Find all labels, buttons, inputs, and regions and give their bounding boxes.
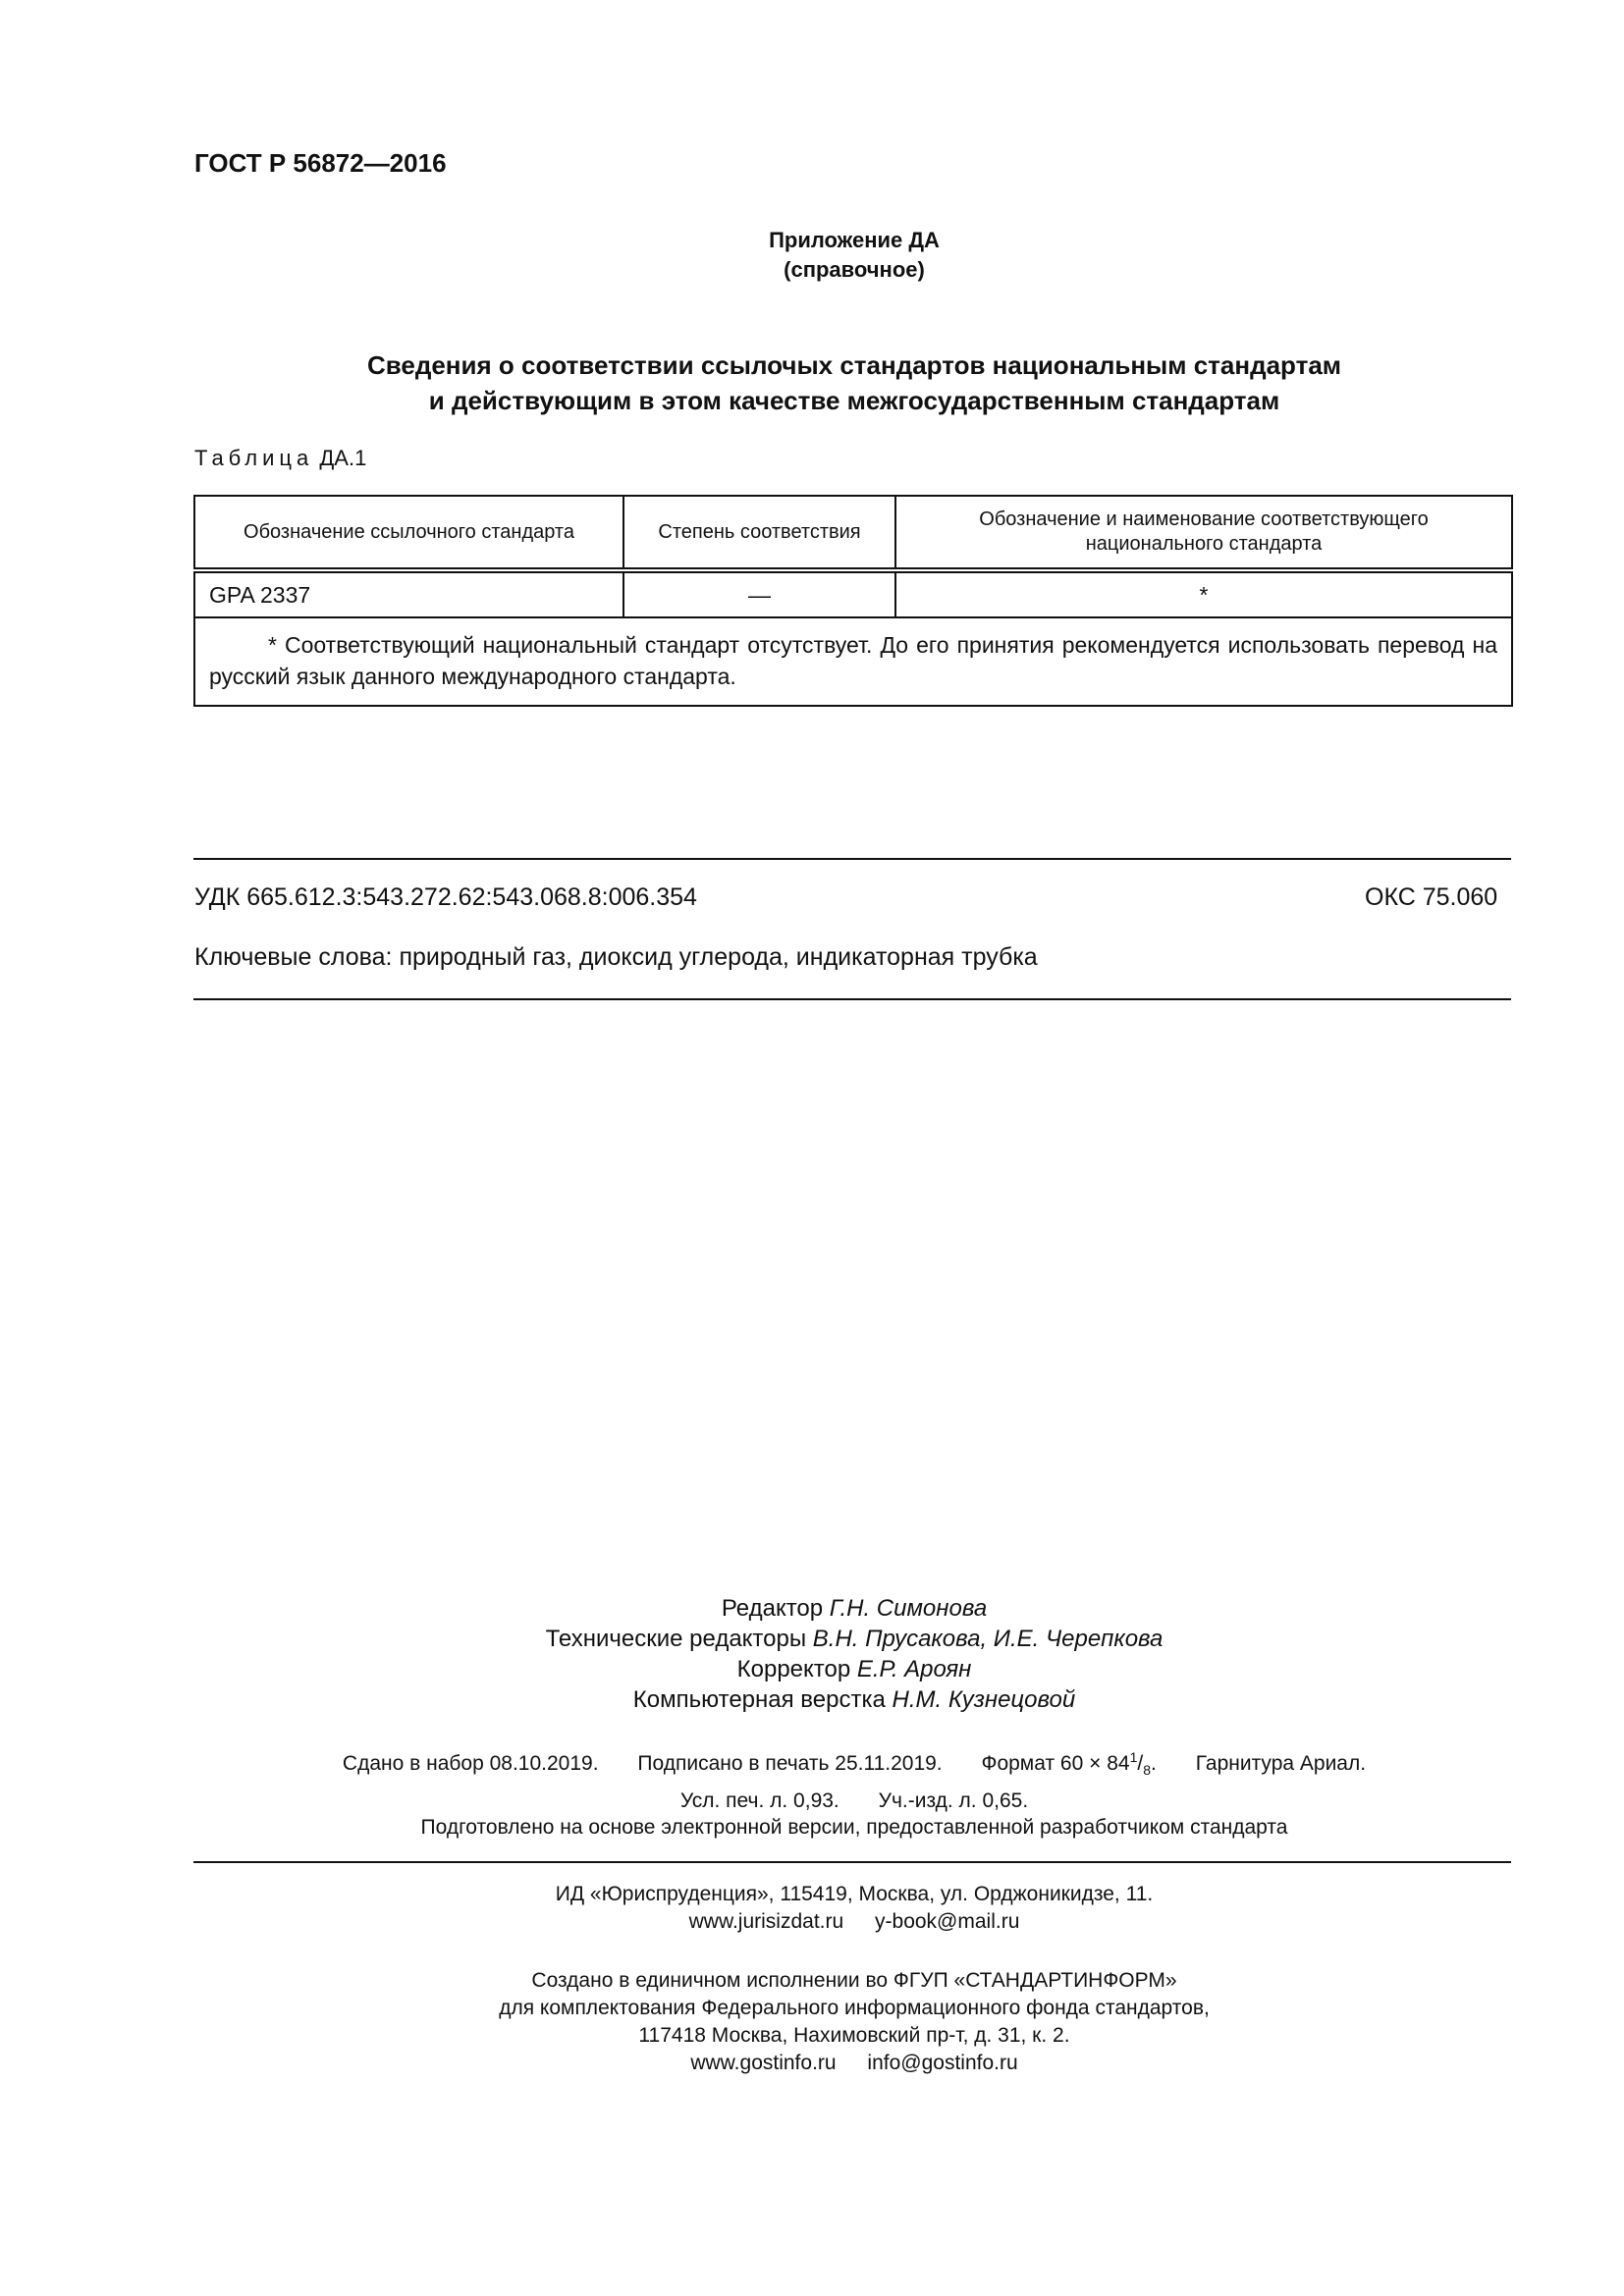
reference-standards-table [193, 495, 1513, 707]
credits-editor [0, 1593, 1624, 1624]
column-header-reference: Обозначение ссылочного стандарта [194, 496, 623, 570]
tech-editors-role: Технические редакторы [545, 1626, 807, 1652]
cell-reference-standard: GPA 2337 [194, 570, 623, 617]
creator-line-3: 117418 Москва, Нахимовский пр-т, д. 31, к. 2. [638, 2024, 1070, 2047]
typeface: Гарнитура Ариал. [1195, 1752, 1367, 1775]
layout-role: Компьютерная верстка [632, 1686, 886, 1713]
table-note-row [194, 617, 1512, 706]
appendix-heading [0, 347, 1624, 418]
publisher-address: ИД «Юриспруденция», 115419, Москва, ул. Орджоникидзе, 11. [555, 1883, 1154, 1905]
creator-email: info@gostinfo.ru [867, 2052, 1018, 2074]
publisher-email: y-book@mail.ru [875, 1910, 1020, 1933]
print-info-line-2 [0, 1786, 1624, 1816]
udk-code: УДК 665.612.3:543.272.62:543.068.8:006.354 [194, 883, 697, 911]
table-caption [194, 446, 366, 471]
editor-name: Г.Н. Симонова [829, 1595, 988, 1622]
appendix-type: (справочное) [784, 257, 925, 282]
layout-name: Н.М. Кузнецовой [892, 1686, 1076, 1713]
oks-code: ОКС 75.060 [1365, 883, 1498, 911]
publisher-website: www.jurisizdat.ru [688, 1910, 844, 1933]
cell-degree: — [623, 570, 895, 617]
creator-line-1: Создано в единичном исполнении во ФГУП «СТАНДАРТИНФОРМ» [531, 1969, 1177, 1992]
creator-contacts [0, 2050, 1624, 2077]
print-info [0, 1742, 1624, 1816]
keywords: Ключевые слова: природный газ, диоксид углерода, индикаторная трубка [194, 943, 1038, 971]
document-code: ГОСТ Р 56872—2016 [194, 148, 447, 178]
table-footnote: * Соответствующий национальный стандарт отсутствует. До его принятия рекомендуется использовать перевод на русский язык данного международного стандарта. [194, 617, 1512, 706]
prepared-note: Подготовлено на основе электронной версии, предоставленной разработчиком стандарта [420, 1816, 1288, 1839]
table-header-row [194, 496, 1512, 570]
publisher-block [0, 1881, 1624, 1936]
credits-corrector [0, 1654, 1624, 1684]
credits-tech-editors [0, 1624, 1624, 1654]
column-header-degree: Степень соответствия [623, 496, 895, 570]
cell-national-standard: * [895, 570, 1512, 617]
creator-line-2: для комплектования Федерального информационного фонда стандартов, [499, 1997, 1210, 2019]
table-caption-number: ДА.1 [319, 446, 367, 470]
format: Формат $60 \times 84^1/_8$. [981, 1749, 1157, 1779]
table-caption-word: Таблица [194, 446, 314, 470]
column-header-national-standard: Обозначение и наименование соответствующего национального стандарта [895, 496, 1512, 570]
editor-role: Редактор [721, 1595, 824, 1622]
appendix-title [0, 226, 1624, 285]
print-sheets: Усл. печ. л. 0,93. [679, 1789, 839, 1813]
print-info-line-1 [0, 1742, 1624, 1786]
creator-block [0, 1967, 1624, 2077]
creator-website: www.gostinfo.ru [690, 2052, 837, 2074]
tech-editors-names: В.Н. Прусакова, И.Е. Черепкова [812, 1626, 1164, 1652]
credits-layout [0, 1684, 1624, 1715]
divider-bottom [193, 998, 1511, 1000]
heading-line-2: и действующим в этом качестве межгосударственным стандартам [428, 386, 1280, 415]
divider-imprint [193, 1861, 1511, 1863]
corrector-role: Корректор [736, 1656, 851, 1682]
divider-top [193, 858, 1511, 860]
signed-date: Подписано в печать 25.11.2019. [637, 1752, 943, 1775]
publisher-sheets: Уч.-изд. л. 0,65. [878, 1789, 1029, 1813]
table-row [194, 570, 1512, 617]
submitted-date: Сдано в набор 08.10.2019. [342, 1752, 599, 1775]
heading-line-1: Сведения о соответствии ссылочых стандартов национальным стандартам [366, 350, 1342, 380]
publisher-contacts [0, 1908, 1624, 1936]
corrector-name: Е.Р. Ароян [856, 1656, 972, 1682]
appendix-label: Приложение ДА [769, 228, 940, 252]
